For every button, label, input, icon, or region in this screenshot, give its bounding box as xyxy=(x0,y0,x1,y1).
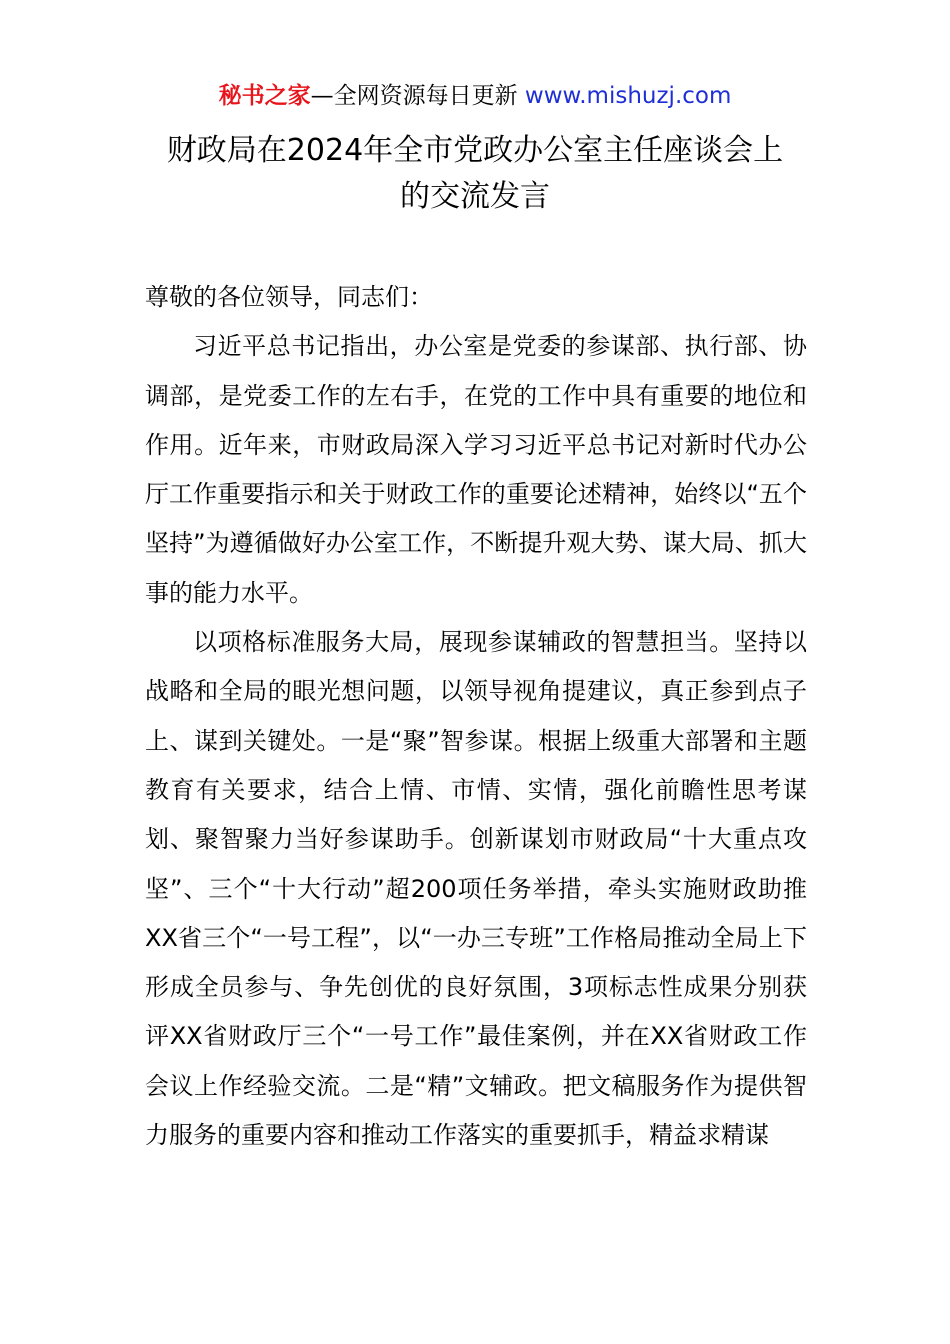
site-url-link[interactable]: www.mishuzj.com xyxy=(524,83,732,109)
title-line-2: 的交流发言 xyxy=(400,179,550,214)
paragraph: 习近平总书记指出，办公室是党委的参谋部、执行部、协调部，是党委工作的左右手，在党的工作中具有重要的地位和作用。近年来，市财政局深入学习习近平总书记对新时代办公厅工作重要指示和关于财政工作的重要论述精神，始终以“五个坚持”为遵循做好办公室工作，不断提升观大势、谋大局、抓大事的能力水平。 xyxy=(145,332,807,607)
site-brand: 秘书之家 xyxy=(218,83,311,109)
salutation: 尊敬的各位领导，同志们： xyxy=(145,283,433,311)
paragraph: 以项格标准服务大局，展现参谋辅政的智慧担当。坚持以战略和全局的眼光想问题，以领导视角提建议，真正参到点子上、谋到关键处。一是“聚”智参谋。根据上级重大部署和主题教育有关要求，结合上情、市情、实情，强化前瞻性思考谋划、聚智聚力当好参谋助手。创新谋划市财政局“十大重点攻坚”、三个“十大行动”超200项任务举措，牵头实施财政助推XX省三个“一号工程”，以“一办三专班”工作格局推动全局上下形成全员参与、争先创优的良好氛围，3项标志性成果分别获评XX省财政厅三个“一号工作”最佳案例，并在XX省财政工作会议上作经验交流。二是“精”文辅政。把文稿服务作为提供智力服务的重要内容和推动工作落实的重要抓手，精益求精谋 xyxy=(145,628,807,1150)
title-line-1: 财政局在2024年全市党政办公室主任座谈会上 xyxy=(166,133,784,168)
site-header xyxy=(0,80,950,112)
document-title xyxy=(100,128,850,220)
site-tagline: —全网资源每日更新 xyxy=(310,83,525,109)
document-body xyxy=(145,273,807,1160)
